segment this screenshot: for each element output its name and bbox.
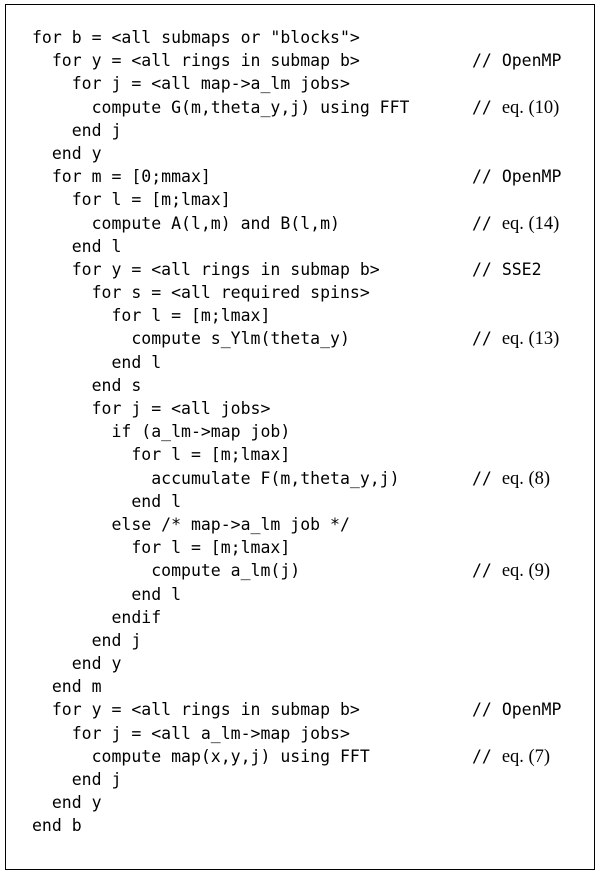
code-text: for y = <all rings in submap b> — [32, 259, 380, 279]
equation-reference: eq. (14) — [501, 213, 560, 234]
code-text: end j — [32, 770, 122, 789]
code-text: end y — [32, 143, 102, 163]
code-line — [32, 119, 410, 142]
code-text: end l — [32, 584, 182, 604]
code-text: end b — [32, 816, 82, 836]
parallelization-note: OpenMP — [501, 700, 562, 720]
code-comment — [472, 745, 550, 769]
code-text: for j = <all a_lm->map jobs> — [32, 723, 350, 743]
code-comment — [472, 212, 559, 236]
code-text: for j = <all jobs> — [32, 399, 271, 418]
code-line — [32, 374, 410, 397]
code-line — [32, 513, 410, 536]
code-line — [32, 212, 560, 235]
code-line — [32, 490, 410, 513]
code-comment — [472, 96, 559, 120]
comment-marker: // — [472, 213, 502, 233]
code-text: for l = [m;lmax] — [32, 538, 291, 558]
code-text: compute A(l,m) and B(l,m) — [32, 213, 340, 233]
algorithm-frame — [5, 4, 595, 870]
code-text: compute G(m,theta_y,j) using FFT — [32, 97, 410, 117]
code-text: if (a_lm->map job) — [32, 422, 291, 442]
comment-marker: // — [472, 746, 502, 766]
code-line — [32, 96, 560, 119]
code-line — [32, 768, 410, 791]
code-line — [32, 722, 410, 745]
code-text: for l = [m;lmax] — [32, 445, 291, 465]
parallelization-note: SSE2 — [501, 259, 542, 279]
code-text: end l — [32, 352, 162, 372]
equation-reference: eq. (8) — [501, 468, 551, 489]
code-text: else /* map->a_lm job */ — [32, 514, 350, 534]
code-text: end j — [32, 630, 142, 650]
code-text: for b = <all submaps or "blocks"> — [32, 28, 360, 47]
code-text: for j = <all map->a_lm jobs> — [32, 74, 350, 94]
code-line — [32, 536, 410, 559]
comment-marker: // — [472, 259, 502, 279]
code-line — [32, 258, 542, 281]
code-line — [32, 420, 410, 443]
code-line — [32, 443, 410, 466]
comment-marker: // — [472, 329, 502, 349]
comment-marker: // — [472, 167, 502, 187]
code-text: end m — [32, 677, 102, 697]
code-comment — [472, 559, 550, 583]
code-line — [32, 397, 410, 420]
code-text: end j — [32, 120, 122, 140]
code-line — [32, 675, 410, 698]
code-comment — [472, 698, 561, 721]
code-text: compute map(x,y,j) using FFT — [32, 746, 370, 766]
code-comment — [472, 327, 559, 351]
code-text: for y = <all rings in submap b> — [32, 700, 360, 720]
code-line — [32, 72, 410, 95]
code-text: end l — [32, 236, 122, 256]
code-line — [32, 188, 410, 211]
code-line — [32, 351, 410, 374]
code-comment — [472, 49, 561, 72]
code-line — [32, 327, 560, 350]
code-line — [32, 652, 410, 675]
equation-reference: eq. (10) — [501, 97, 560, 118]
code-line — [32, 26, 410, 49]
equation-reference: eq. (13) — [501, 329, 560, 350]
code-text: for l = [m;lmax] — [32, 190, 231, 210]
equation-reference: eq. (7) — [501, 746, 551, 767]
code-line — [32, 745, 551, 768]
comment-marker: // — [472, 97, 502, 117]
code-line — [32, 165, 562, 188]
code-line — [32, 606, 410, 629]
code-line — [32, 791, 410, 814]
code-text: end y — [32, 654, 122, 674]
code-text: endif — [32, 607, 162, 627]
code-text: accumulate F(m,theta_y,j) — [32, 468, 400, 488]
code-text: compute s_Ylm(theta_y) — [32, 329, 350, 349]
code-text: compute a_lm(j) — [32, 561, 301, 581]
code-listing — [32, 26, 562, 838]
code-line — [32, 559, 551, 582]
code-text: end y — [32, 793, 102, 813]
comment-marker: // — [472, 51, 502, 71]
code-comment — [472, 165, 561, 188]
code-line — [32, 583, 410, 606]
code-line — [32, 467, 551, 490]
code-text: for s = <all required spins> — [32, 283, 370, 303]
code-line — [32, 49, 562, 72]
code-line — [32, 235, 410, 258]
code-comment — [472, 258, 542, 281]
parallelization-note: OpenMP — [501, 51, 562, 71]
code-text: for l = [m;lmax] — [32, 306, 271, 326]
comment-marker: // — [472, 700, 502, 720]
code-text: for y = <all rings in submap b> — [32, 51, 360, 71]
code-text: end s — [32, 375, 142, 395]
parallelization-note: OpenMP — [501, 167, 562, 187]
comment-marker: // — [472, 561, 502, 581]
code-line — [32, 142, 410, 165]
comment-marker: // — [472, 468, 502, 488]
equation-reference: eq. (9) — [501, 561, 551, 582]
code-line — [32, 281, 410, 304]
code-line — [32, 629, 410, 652]
code-text: end l — [32, 491, 182, 511]
code-line — [32, 304, 410, 327]
code-comment — [472, 467, 550, 491]
code-line — [32, 814, 410, 837]
code-text: for m = [0;mmax] — [32, 167, 211, 187]
code-line — [32, 698, 562, 721]
